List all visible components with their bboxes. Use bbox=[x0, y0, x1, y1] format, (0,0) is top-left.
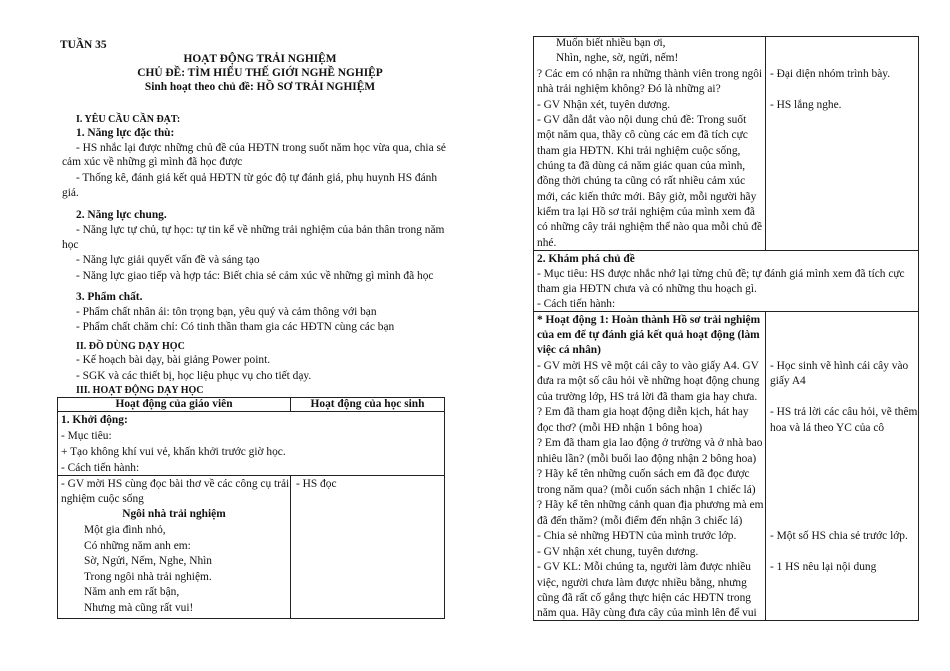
poem-line: Có những năm anh em: bbox=[84, 540, 191, 552]
text-line: cũng đã rất cố gắng thực hiện các HĐTN trong bbox=[537, 592, 751, 604]
text-line: đưa ra một số câu hỏi về những hoạt động chung bbox=[537, 375, 760, 387]
text-line: - GV KL: Mỗi chúng ta, người làm được nhiều bbox=[537, 561, 751, 573]
poem-line: Muốn biết nhiều bạn ơi, bbox=[556, 37, 666, 49]
text-line: trong năm qua? (mỗi cuốn sách nhận 1 chiếc lá) bbox=[537, 484, 756, 496]
text-line: - GV mời HS cùng đọc bài thơ về các công cụ trải bbox=[61, 478, 290, 490]
text-line: - Năng lực giao tiếp và hợp tác: Biết chia sẻ cảm xúc về những gì mình đã học bbox=[76, 270, 434, 282]
text-line: - Kế hoạch bài dạy, bài giảng Power point. bbox=[76, 354, 271, 366]
text-line: một năm qua, thầy cô cùng các em đã tích cực bbox=[537, 129, 748, 141]
heading-warmup: 1. Khởi động: bbox=[61, 414, 128, 426]
text-line: việc, người chưa làm được nhiều bằng, nhưng bbox=[537, 577, 747, 589]
student-response: giấy A4 bbox=[770, 375, 806, 387]
text-line: học bbox=[62, 239, 79, 251]
text-line: nhé. bbox=[537, 237, 557, 249]
text-line: đồng thời chúng ta cũng có rất nhiều cảm xúc bbox=[537, 175, 746, 187]
text-line: - Chia sẻ những HĐTN của mình trước lớp. bbox=[537, 530, 737, 542]
text-line: nghiệm cuộc sống bbox=[61, 493, 144, 505]
text-line: tham gia HĐTN. Khi trải nghiệm cuộc sống, bbox=[537, 145, 741, 157]
activity1-heading: của em để tự đánh giá kết quả hoạt động (làm bbox=[537, 329, 760, 341]
poem-line: Trong ngôi nhà trải nghiệm. bbox=[84, 571, 212, 583]
student-response: - HS đọc bbox=[296, 478, 337, 490]
activity1-heading: việc cá nhân) bbox=[537, 344, 601, 356]
text-line: có những cây trải nghiệm thế nào qua mỗi chủ đề bbox=[537, 221, 763, 233]
poem-line: Nhưng mà cũng rất vui! bbox=[84, 602, 194, 614]
text-line: - Thống kê, đánh giá kết quả HĐTN từ góc độ tự đánh giá, phụ huynh HS đánh bbox=[76, 172, 438, 184]
text-line: - GV Nhận xét, tuyên dương. bbox=[537, 99, 671, 111]
section-requirements: I. YÊU CẦU CẦN ĐẠT: bbox=[76, 114, 181, 125]
text-line: nhà trải nghiệm không? Đó là những ai? bbox=[537, 83, 721, 95]
student-response: - Một số HS chia sẻ trước lớp. bbox=[770, 530, 908, 542]
text-line: nhiêu lần? (mỗi buổi lao động nhận 2 bông hoa) bbox=[537, 453, 757, 465]
doc-title: HOẠT ĐỘNG TRẢI NGHIỆM bbox=[183, 53, 337, 65]
doc-subtopic: Sinh hoạt theo chủ đề: HỒ SƠ TRẢI NGHIỆM bbox=[144, 81, 376, 93]
heading-qualities: 3. Phẩm chất. bbox=[76, 291, 143, 303]
student-response: hoa và lá theo YC của cô bbox=[770, 422, 885, 434]
column-header-teacher: Hoạt động của giáo viên bbox=[115, 398, 233, 410]
poem-line: Sờ, Ngửi, Nếm, Nghe, Nhìn bbox=[84, 555, 212, 567]
text-line: năm qua. Hãy cùng đưa cây của mình lên để vui bbox=[537, 607, 757, 619]
text-line: - Cách tiến hành: bbox=[537, 298, 616, 310]
student-response: - HS trả lời các câu hỏi, vẽ thêm bbox=[770, 406, 918, 418]
section-activities: III. HOẠT ĐỘNG DẠY HỌC bbox=[76, 385, 204, 396]
text-line: tham gia HĐTN chưa và có những thu hoạch gì. bbox=[537, 283, 757, 295]
text-line: ? Các em có nhận ra những thành viên trong ngôi bbox=[537, 68, 763, 80]
text-line: ? Hãy kể tên những cuốn sách em đã đọc được bbox=[537, 468, 750, 480]
heading-specific-competence: 1. Năng lực đặc thù: bbox=[76, 127, 175, 139]
week-label: TUẦN 35 bbox=[60, 39, 107, 51]
activity1-heading: * Hoạt động 1: Hoàn thành Hồ sơ trải nghiệm bbox=[537, 314, 761, 326]
poem-line: Năm anh em rất bận, bbox=[84, 586, 180, 598]
text-line: + Tạo không khí vui vẻ, khấn khởi trước giờ học. bbox=[61, 446, 286, 458]
student-response: - HS lắng nghe. bbox=[770, 99, 842, 111]
text-line: kiểm tra lại Hồ sơ trải nghiệm của mình xem đã bbox=[537, 206, 755, 218]
text-line: ? Hãy kể tên những cảnh quan địa phương mà em bbox=[537, 499, 764, 511]
text-line: - HS nhắc lại được những chủ đề của HĐTN trong suốt năm học vừa qua, chia sẻ bbox=[76, 142, 446, 154]
text-line: chúng ta đã dùng cả năm giác quan của mình, bbox=[537, 160, 746, 172]
text-line: giá. bbox=[62, 187, 79, 199]
text-line: đã đến thăm? (mỗi điểm đến nhận 3 chiếc lá) bbox=[537, 515, 743, 527]
text-line: - Phẩm chất chăm chỉ: Có tinh thần tham gia các HĐTN cùng các bạn bbox=[76, 321, 395, 333]
text-line: - Phẩm chất nhân ái: tôn trọng bạn, yêu quý và cảm thông với bạn bbox=[76, 306, 377, 318]
section-materials: II. ĐỒ DÙNG DẠY HỌC bbox=[76, 341, 185, 352]
text-line: của trường lớp, HS trả lời đã tham gia hay chưa. bbox=[537, 391, 758, 403]
poem-line: Một gia đình nhỏ, bbox=[84, 524, 166, 536]
heading-explore: 2. Khám phá chủ đề bbox=[537, 253, 635, 265]
text-line: mới, các kiến thức mới. Bây giờ, mỗi người hãy bbox=[537, 191, 757, 203]
student-response: - Đại diện nhóm trình bày. bbox=[770, 68, 891, 80]
text-line: đọc thơ? (mỗi HĐ nhận 1 bông hoa) bbox=[537, 422, 703, 434]
text-line: - SGK và các thiết bị, học liệu phục vụ cho tiết dạy. bbox=[76, 370, 312, 382]
poem-title: Ngôi nhà trải nghiệm bbox=[122, 508, 226, 520]
text-line: - Năng lực giải quyết vấn đề và sáng tạo bbox=[76, 254, 260, 266]
text-line: - Mục tiêu: HS được nhắc nhớ lại từng chủ đề; tự đánh giá mình xem đã tích cực bbox=[537, 268, 905, 280]
text-line: - Cách tiến hành: bbox=[61, 462, 140, 474]
text-line: - GV dẫn dắt vào nội dung chủ đề: Trong suốt bbox=[537, 114, 747, 126]
text-line: - Mục tiêu: bbox=[61, 430, 112, 442]
student-response: - 1 HS nêu lại nội dung bbox=[770, 561, 877, 573]
student-response: - Học sinh vẽ hình cái cây vào bbox=[770, 360, 909, 372]
text-line: ? Em đã tham gia hoạt động diễn kịch, hát hay bbox=[537, 406, 749, 418]
column-header-student: Hoạt động của học sinh bbox=[310, 398, 425, 410]
poem-line: Nhìn, nghe, sờ, ngửi, nếm! bbox=[556, 52, 679, 64]
heading-general-competence: 2. Năng lực chung. bbox=[76, 209, 167, 221]
text-line: cảm xúc về những gì mình đã học được bbox=[62, 156, 243, 168]
text-line: - Năng lực tự chủ, tự học: tự tin kể về những trải nghiệm của bản thân trong năm bbox=[76, 224, 445, 236]
text-line: - GV nhận xét chung, tuyên dương. bbox=[537, 546, 699, 558]
doc-topic: CHỦ ĐỀ: TÌM HIỂU THẾ GIỚI NGHỀ NGHIỆP bbox=[137, 67, 383, 79]
text-line: - GV mời HS vẽ một cái cây to vào giấy A4. GV bbox=[537, 360, 759, 372]
text-line: ? Em đã tham gia lao động ở trường và ở nhà bao bbox=[537, 437, 763, 449]
